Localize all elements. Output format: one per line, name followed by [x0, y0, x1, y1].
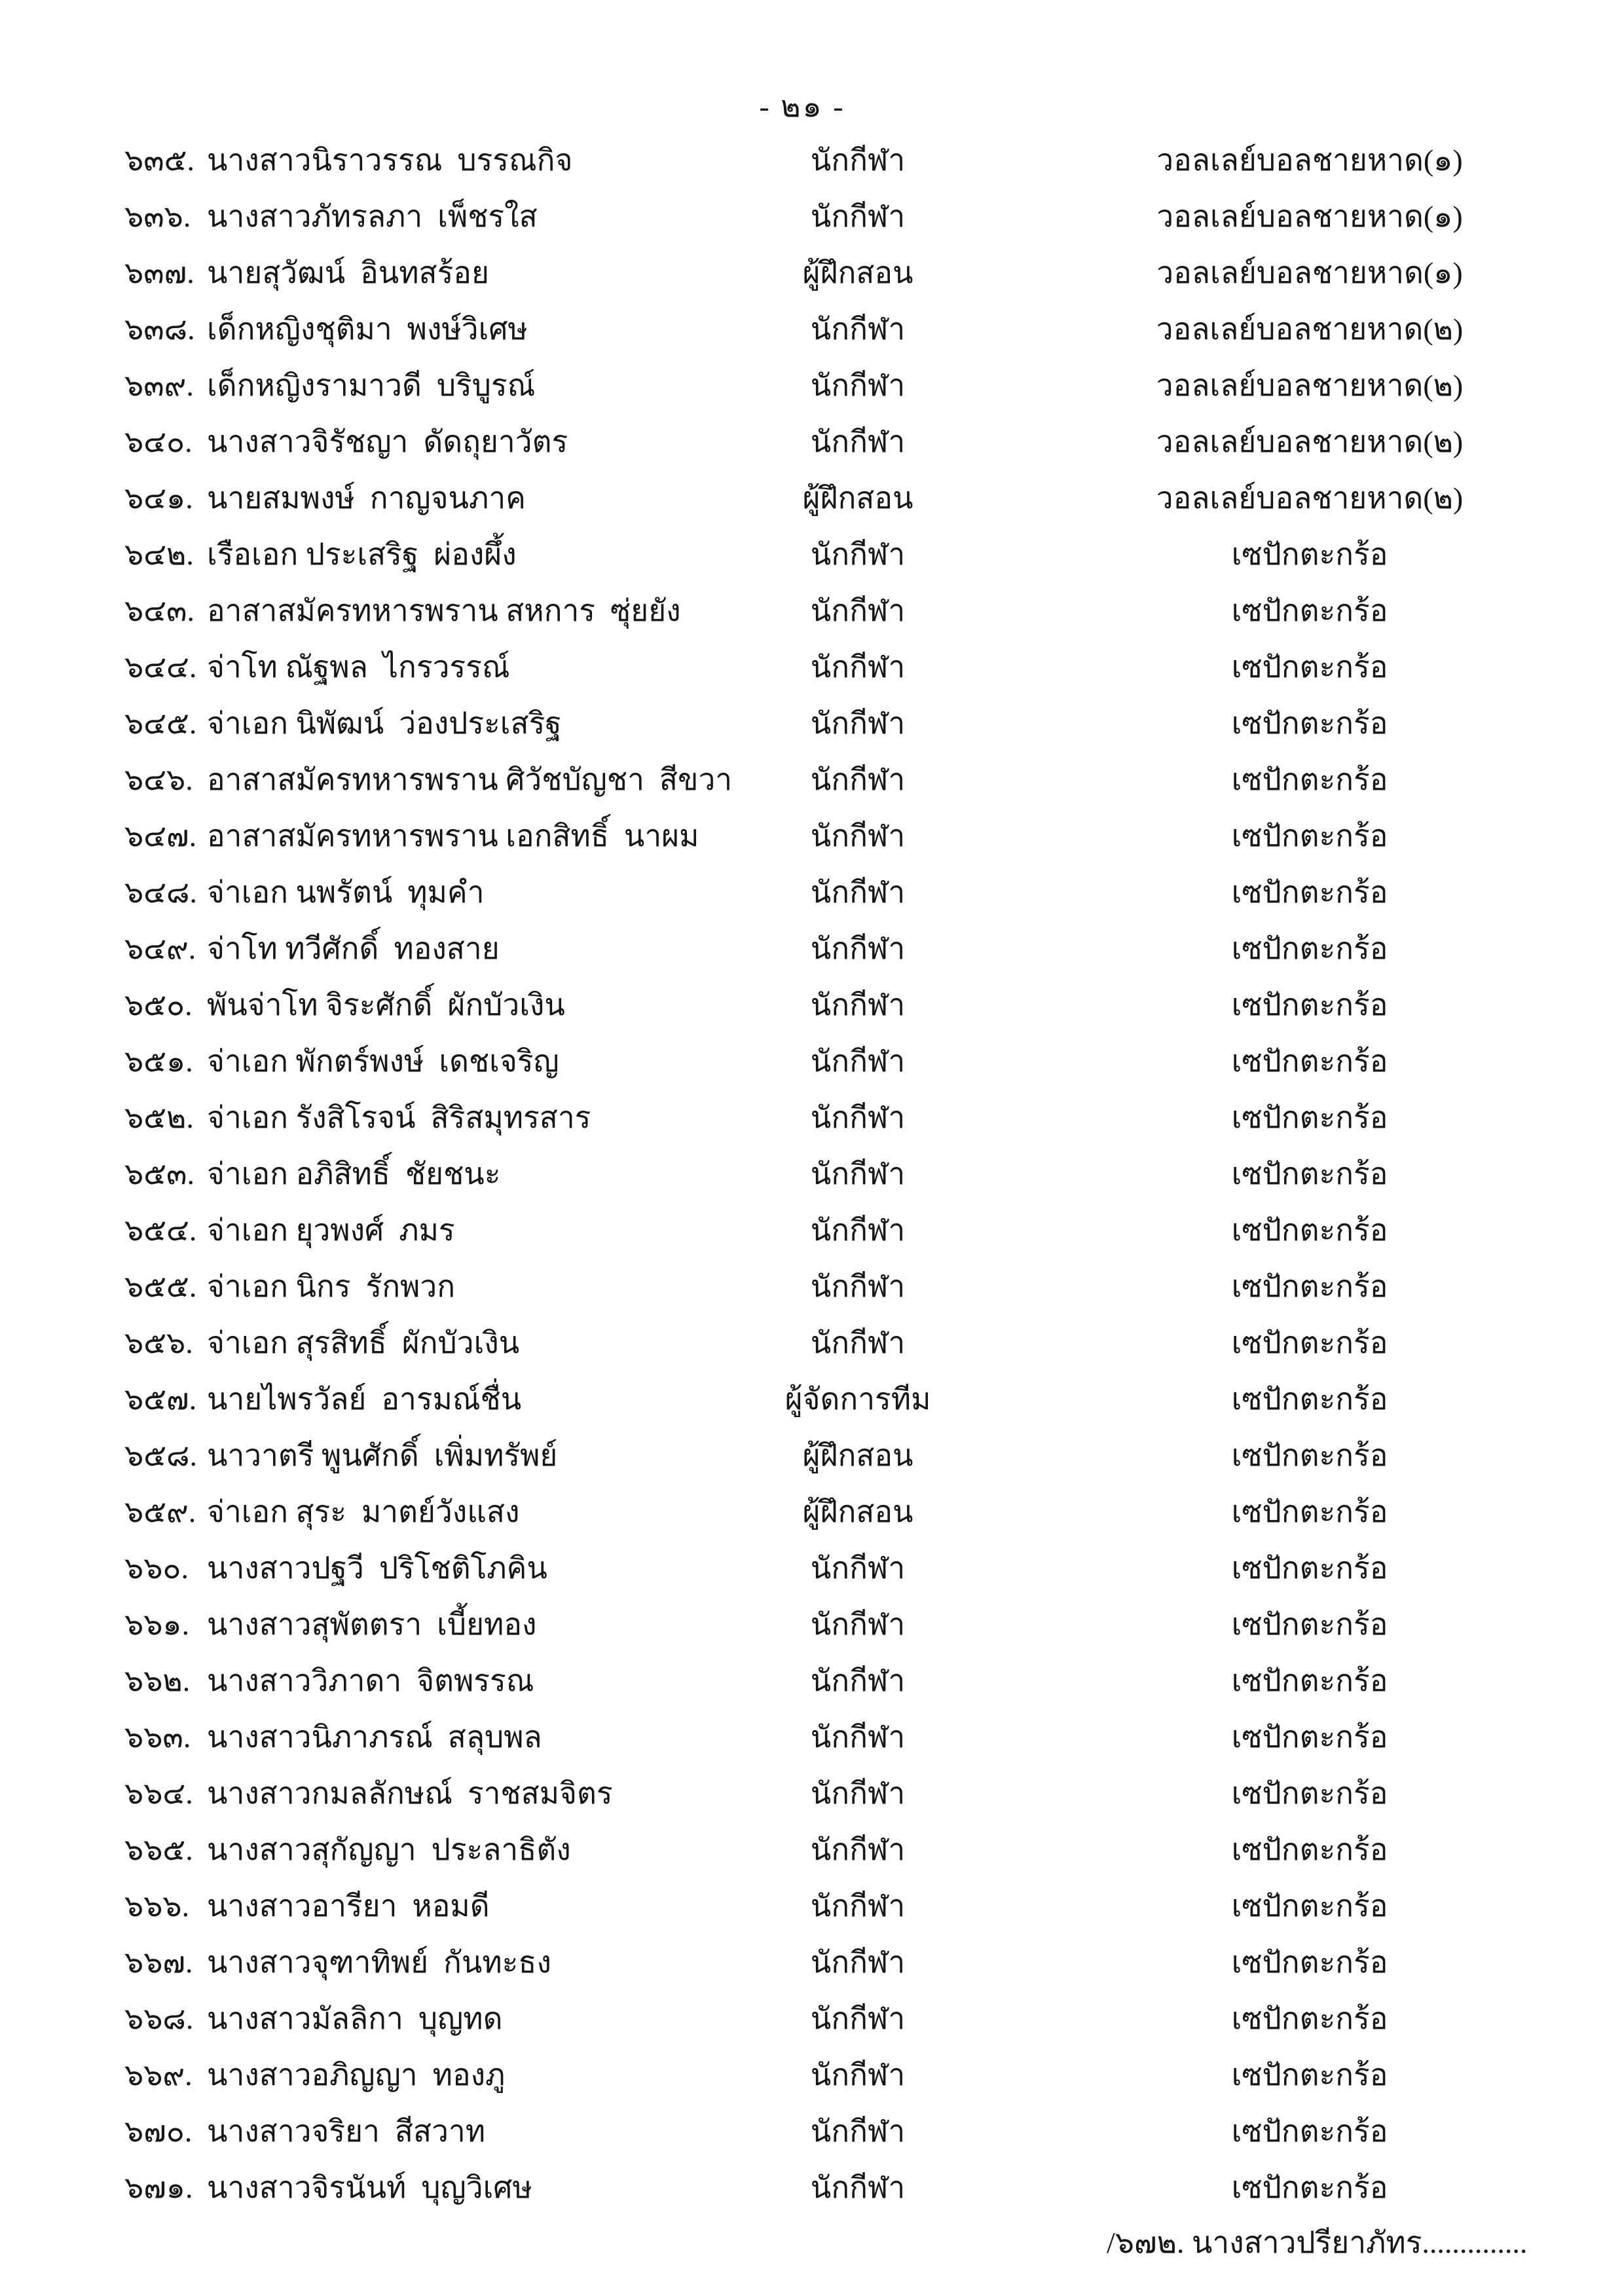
row-name: จ่าเอก รังสิโรจน์ สิริสมุทรสาร	[207, 1101, 591, 1134]
name-cell	[124, 1540, 547, 1597]
table-row	[0, 1202, 1624, 1259]
row-number: ๖๔๗.	[124, 819, 197, 853]
table-row	[0, 583, 1624, 639]
row-role: นักกีฬา	[810, 1213, 906, 1247]
name-cell	[124, 752, 732, 808]
row-role: นักกีฬา	[810, 538, 906, 571]
row-sport: เซปักตะกร้อ	[1231, 819, 1388, 853]
row-name: จ่าเอก นิกร รักพวก	[207, 1270, 456, 1303]
row-sport: เซปักตะกร้อ	[1231, 1101, 1388, 1134]
row-number: ๖๖๕.	[124, 1833, 193, 1866]
table-row	[0, 1653, 1624, 1709]
name-cell	[124, 1878, 490, 1934]
name-cell	[124, 639, 510, 695]
name-cell	[124, 2160, 532, 2216]
row-number: ๖๕๓.	[124, 1157, 194, 1191]
table-row	[0, 1428, 1624, 1484]
row-sport: เซปักตะกร้อ	[1231, 763, 1388, 796]
row-name: อาสาสมัครทหารพราน เอกสิทธิ์ นาผม	[207, 819, 699, 853]
row-name: อาสาสมัครทหารพราน ศิวัชบัญชา สีขวา	[207, 763, 733, 796]
row-number: ๖๔๔.	[124, 650, 197, 684]
table-row	[0, 358, 1624, 414]
row-role: นักกีฬา	[810, 876, 906, 909]
row-sport: เซปักตะกร้อ	[1231, 2115, 1388, 2148]
row-role: นักกีฬา	[810, 1270, 906, 1303]
row-role: นักกีฬา	[810, 1833, 906, 1866]
table-row	[0, 1597, 1624, 1653]
row-name: นาวาตรี พูนศักดิ์ เพิ่มทรัพย์	[207, 1439, 558, 1472]
table-row	[0, 1315, 1624, 1371]
table-row	[0, 1090, 1624, 1146]
row-name: พันจ่าโท จิระศักดิ์ ผักบัวเงิน	[207, 988, 565, 1022]
row-role: นักกีฬา	[810, 2002, 906, 2035]
row-sport: เซปักตะกร้อ	[1231, 2171, 1388, 2204]
name-cell	[124, 301, 528, 358]
row-number: ๖๖๓.	[124, 1720, 191, 1754]
name-cell	[124, 470, 526, 527]
table-row	[0, 1709, 1624, 1765]
row-role: นักกีฬา	[810, 1889, 906, 1923]
table-row	[0, 695, 1624, 752]
row-sport: เซปักตะกร้อ	[1231, 1439, 1388, 1472]
name-cell	[124, 1653, 534, 1709]
table-row	[0, 132, 1624, 189]
row-role: นักกีฬา	[810, 2058, 906, 2092]
row-name: นางสาวอารียา หอมดี	[207, 1889, 490, 1923]
row-number: ๖๔๕.	[124, 707, 197, 740]
table-row	[0, 921, 1624, 977]
name-cell	[124, 1709, 542, 1765]
row-name: นางสาววิภาดา จิตพรรณ	[207, 1664, 534, 1697]
row-name: จ่าเอก อภิสิทธิ์ ชัยชนะ	[207, 1157, 501, 1191]
row-number: ๖๕๑.	[124, 1044, 193, 1078]
row-name: เด็กหญิงชุติมา พงษ์วิเศษ	[207, 312, 528, 346]
page-number: - ๒๑ -	[759, 90, 845, 123]
row-sport: เซปักตะกร้อ	[1231, 2058, 1388, 2092]
roster-table	[0, 132, 1624, 2216]
name-cell	[124, 2103, 485, 2160]
row-number: ๖๔๓.	[124, 594, 194, 627]
row-sport: เซปักตะกร้อ	[1231, 2002, 1388, 2035]
name-cell	[124, 358, 535, 414]
table-row	[0, 1934, 1624, 1991]
row-number: ๖๕๕.	[124, 1270, 197, 1303]
row-sport: เซปักตะกร้อ	[1231, 1833, 1388, 1866]
row-sport: เซปักตะกร้อ	[1231, 538, 1388, 571]
row-number: ๖๔๖.	[124, 763, 193, 796]
name-cell	[124, 1597, 536, 1653]
row-number: ๖๕๗.	[124, 1382, 197, 1416]
row-sport: เซปักตะกร้อ	[1231, 1551, 1388, 1585]
table-row	[0, 414, 1624, 470]
row-number: ๖๔๑.	[124, 481, 193, 515]
row-name: นางสาวปฐวี ปริโชติโภคิน	[207, 1551, 547, 1585]
row-number: ๖๖๙.	[124, 2058, 193, 2092]
row-role: ผู้ฝึกสอน	[802, 1495, 913, 1528]
row-role: นักกีฬา	[810, 650, 906, 684]
row-role: นักกีฬา	[810, 1664, 906, 1697]
name-cell	[124, 977, 565, 1033]
row-sport: เซปักตะกร้อ	[1231, 1044, 1388, 1078]
table-row	[0, 808, 1624, 864]
row-sport: เซปักตะกร้อ	[1231, 1664, 1388, 1697]
name-cell	[124, 921, 500, 977]
row-sport: เซปักตะกร้อ	[1231, 594, 1388, 627]
table-row	[0, 2160, 1624, 2216]
row-name: นางสาวนิราวรรณ บรรณกิจ	[207, 143, 573, 177]
row-number: ๖๖๘.	[124, 2002, 194, 2035]
name-cell	[124, 1090, 591, 1146]
row-name: นางสาวภัทรลภา เพ็ชรใส	[207, 200, 538, 233]
row-sport: เซปักตะกร้อ	[1231, 876, 1388, 909]
name-cell	[124, 132, 572, 189]
table-row	[0, 1878, 1624, 1934]
row-sport: เซปักตะกร้อ	[1231, 707, 1388, 740]
continuation-note: /๖๗๒. นางสาวปรียาภัทร..............	[1107, 2226, 1528, 2259]
row-number: ๖๕๘.	[124, 1439, 198, 1472]
name-cell	[124, 1991, 502, 2047]
name-cell	[124, 527, 517, 583]
table-row	[0, 527, 1624, 583]
row-number: ๖๖๐.	[124, 1551, 189, 1585]
row-name: นางสาวนิภาภรณ์ สลุบพล	[207, 1720, 542, 1754]
table-row	[0, 1371, 1624, 1428]
row-sport: วอลเลย์บอลชายหาด(๑)	[1156, 256, 1463, 289]
table-row	[0, 470, 1624, 527]
row-name: นางสาวจริยา สีสวาท	[207, 2115, 486, 2148]
row-role: นักกีฬา	[810, 369, 906, 402]
row-sport: เซปักตะกร้อ	[1231, 1495, 1388, 1528]
row-name: นายไพรวัลย์ อารมณ์ชื่น	[207, 1382, 522, 1416]
row-number: ๖๓๘.	[124, 312, 195, 346]
row-role: ผู้ฝึกสอน	[802, 256, 913, 289]
row-sport: เซปักตะกร้อ	[1231, 932, 1388, 965]
row-sport: วอลเลย์บอลชายหาด(๒)	[1156, 481, 1464, 515]
row-sport: เซปักตะกร้อ	[1231, 1157, 1388, 1191]
row-sport: วอลเลย์บอลชายหาด(๒)	[1156, 425, 1464, 458]
row-number: ๖๖๒.	[124, 1664, 191, 1697]
table-row	[0, 1033, 1624, 1090]
table-row	[0, 2047, 1624, 2103]
row-name: อาสาสมัครทหารพราน สหการ ซุ่ยยัง	[207, 594, 681, 627]
row-role: นักกีฬา	[810, 1326, 906, 1359]
row-role: นักกีฬา	[810, 988, 906, 1022]
row-number: ๖๗๐.	[124, 2115, 193, 2148]
row-name: นายสมพงษ์ กาญจนภาค	[207, 481, 526, 515]
name-cell	[124, 1934, 551, 1991]
row-sport: วอลเลย์บอลชายหาด(๑)	[1156, 143, 1463, 177]
row-role: ผู้ฝึกสอน	[802, 481, 913, 515]
row-sport: เซปักตะกร้อ	[1231, 1608, 1388, 1641]
row-number: ๖๓๙.	[124, 369, 194, 402]
name-cell	[124, 1484, 519, 1540]
row-number: ๖๕๖.	[124, 1326, 193, 1359]
table-row	[0, 189, 1624, 245]
row-number: ๖๕๔.	[124, 1213, 197, 1247]
name-cell	[124, 1765, 613, 1822]
row-name: จ่าเอก พักตร์พงษ์ เดชเจริญ	[207, 1044, 559, 1078]
name-cell	[124, 1146, 500, 1202]
row-name: จ่าเอก ยุวพงศ์ ภมร	[207, 1213, 455, 1247]
row-number: ๖๖๗.	[124, 1946, 193, 1979]
row-name: เด็กหญิงรามาวดี บริบูรณ์	[207, 369, 536, 402]
row-role: นักกีฬา	[810, 143, 906, 177]
name-cell	[124, 1202, 455, 1259]
row-name: นางสาวกมลลักษณ์ ราชสมจิตร	[207, 1777, 613, 1810]
name-cell	[124, 1822, 571, 1878]
row-sport: วอลเลย์บอลชายหาด(๑)	[1156, 200, 1463, 233]
row-role: นักกีฬา	[810, 425, 906, 458]
row-sport: เซปักตะกร้อ	[1231, 1382, 1388, 1416]
row-sport: เซปักตะกร้อ	[1231, 1946, 1388, 1979]
row-sport: วอลเลย์บอลชายหาด(๒)	[1156, 369, 1464, 402]
row-name: จ่าโท ณัฐพล ไกรวรรณ์	[207, 650, 510, 684]
row-name: จ่าเอก นิพัฒน์ ว่องประเสริฐ	[207, 707, 562, 740]
row-role: นักกีฬา	[810, 1777, 906, 1810]
row-role: นักกีฬา	[810, 1101, 906, 1134]
name-cell	[124, 245, 489, 301]
row-sport: เซปักตะกร้อ	[1231, 1213, 1388, 1247]
row-name: นางสาวจุฑาทิพย์ กันทะธง	[207, 1946, 551, 1979]
row-number: ๖๖๔.	[124, 1777, 193, 1810]
row-role: นักกีฬา	[810, 200, 906, 233]
row-name: นางสาวจิรัชญา ดัดถุยาวัตร	[207, 425, 568, 458]
row-role: นักกีฬา	[810, 1608, 906, 1641]
row-number: ๖๕๐.	[124, 988, 193, 1022]
row-sport: เซปักตะกร้อ	[1231, 1326, 1388, 1359]
name-cell	[124, 583, 681, 639]
row-number: ๖๔๒.	[124, 538, 194, 571]
row-number: ๖๖๖.	[124, 1889, 190, 1923]
row-sport: วอลเลย์บอลชายหาด(๒)	[1156, 312, 1464, 346]
row-number: ๖๕๒.	[124, 1101, 194, 1134]
table-row	[0, 639, 1624, 695]
row-name: เรือเอก ประเสริฐ ผ่องผึ้ง	[207, 538, 517, 571]
row-role: ผู้ฝึกสอน	[802, 1439, 913, 1472]
row-name: จ่าโท ทวีศักดิ์ ทองสาย	[207, 932, 500, 965]
table-row	[0, 1822, 1624, 1878]
table-row	[0, 2103, 1624, 2160]
name-cell	[124, 808, 699, 864]
name-cell	[124, 414, 568, 470]
row-role: นักกีฬา	[810, 707, 906, 740]
row-number: ๖๔๙.	[124, 932, 196, 965]
table-row	[0, 977, 1624, 1033]
table-row	[0, 1765, 1624, 1822]
row-number: ๖๔๐.	[124, 425, 193, 458]
table-row	[0, 245, 1624, 301]
row-sport: เซปักตะกร้อ	[1231, 1889, 1388, 1923]
row-name: นางสาวสุพัตตรา เบี้ยทอง	[207, 1608, 537, 1641]
row-role: นักกีฬา	[810, 763, 906, 796]
table-row	[0, 1259, 1624, 1315]
row-role: นักกีฬา	[810, 594, 906, 627]
row-number: ๖๓๗.	[124, 256, 194, 289]
row-sport: เซปักตะกร้อ	[1231, 1270, 1388, 1303]
row-role: นักกีฬา	[810, 932, 906, 965]
name-cell	[124, 1315, 519, 1371]
row-role: นักกีฬา	[810, 1946, 906, 1979]
table-row	[0, 864, 1624, 921]
row-role: นักกีฬา	[810, 819, 906, 853]
row-number: ๖๗๑.	[124, 2171, 193, 2204]
row-name: จ่าเอก สุระ มาตย์วังแสง	[207, 1495, 520, 1528]
table-row	[0, 301, 1624, 358]
row-name: นางสาวจิรนันท์ บุญวิเศษ	[207, 2171, 532, 2204]
row-number: ๖๖๑.	[124, 1608, 190, 1641]
row-sport: เซปักตะกร้อ	[1231, 988, 1388, 1022]
table-row	[0, 752, 1624, 808]
row-number: ๖๓๕.	[124, 143, 194, 177]
row-sport: เซปักตะกร้อ	[1231, 650, 1388, 684]
row-name: นางสาวมัลลิกา บุญทด	[207, 2002, 503, 2035]
name-cell	[124, 1259, 455, 1315]
name-cell	[124, 864, 485, 921]
row-number: ๖๕๙.	[124, 1495, 196, 1528]
row-role: นักกีฬา	[810, 1157, 906, 1191]
row-name: จ่าเอก นพรัตน์ ทุมคำ	[207, 876, 485, 909]
table-row	[0, 1540, 1624, 1597]
row-name: จ่าเอก สุรสิทธิ์ ผักบัวเงิน	[207, 1326, 520, 1359]
row-number: ๖๓๖.	[124, 200, 191, 233]
row-name: นางสาวสุกัญญา ประลาธิตัง	[207, 1833, 571, 1866]
row-sport: เซปักตะกร้อ	[1231, 1777, 1388, 1810]
row-number: ๖๔๘.	[124, 876, 198, 909]
row-name: นายสุวัฒน์ อินทสร้อย	[207, 256, 489, 289]
row-role: นักกีฬา	[810, 1044, 906, 1078]
table-row	[0, 1146, 1624, 1202]
row-role: นักกีฬา	[810, 312, 906, 346]
row-sport: เซปักตะกร้อ	[1231, 1720, 1388, 1754]
name-cell	[124, 1371, 521, 1428]
row-role: นักกีฬา	[810, 1551, 906, 1585]
row-role: นักกีฬา	[810, 1720, 906, 1754]
row-role: นักกีฬา	[810, 2115, 906, 2148]
row-name: นางสาวอภิญญา ทองภู	[207, 2058, 506, 2092]
name-cell	[124, 1428, 557, 1484]
table-row	[0, 1991, 1624, 2047]
row-role: ผู้จัดการทีม	[784, 1382, 931, 1416]
row-role: นักกีฬา	[810, 2171, 906, 2204]
name-cell	[124, 1033, 559, 1090]
name-cell	[124, 695, 562, 752]
name-cell	[124, 2047, 505, 2103]
name-cell	[124, 189, 538, 245]
table-row	[0, 1484, 1624, 1540]
